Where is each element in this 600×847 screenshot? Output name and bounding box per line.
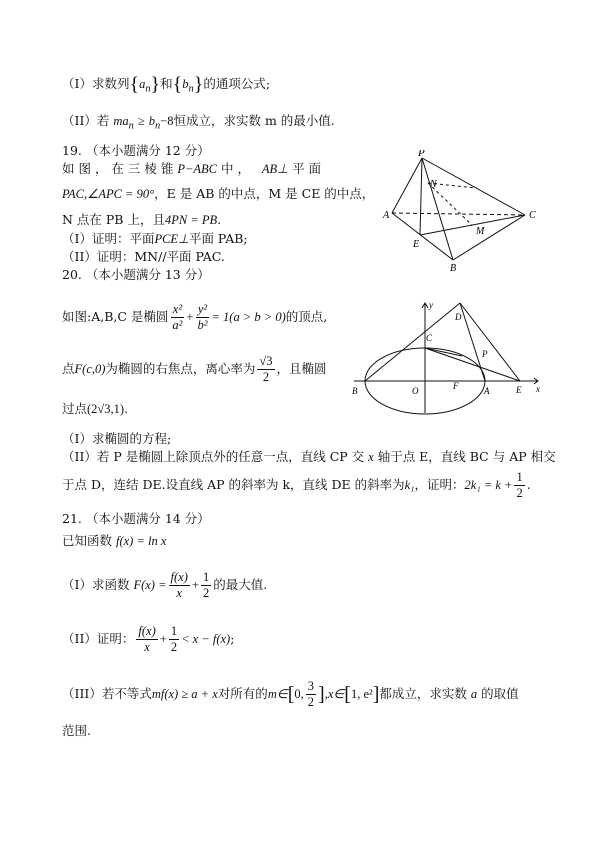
label-D: D xyxy=(455,312,462,322)
den: a² xyxy=(172,318,183,332)
text: 已知函数 xyxy=(62,533,113,548)
q21-part3-end: 范围. xyxy=(62,723,91,738)
label-N: N xyxy=(430,179,437,190)
q20-line1 xyxy=(62,300,327,334)
math: AB⊥ xyxy=(261,162,289,176)
text: 过点 xyxy=(62,401,88,416)
label-A: A xyxy=(383,210,390,221)
frac-fx-x: $\frac{f(x)}{x}$ xyxy=(138,624,156,654)
text: . xyxy=(217,212,222,227)
math: 4PN = PB xyxy=(164,213,218,227)
label-P: P xyxy=(418,150,425,159)
text: ; xyxy=(230,631,235,646)
frac-1-2: $\frac{1}{2}$ xyxy=(170,624,178,654)
math: = 1(a > b > 0) xyxy=(211,310,286,324)
den: 2 xyxy=(262,370,270,384)
math: 1, e² xyxy=(350,687,373,701)
math: P−ABC xyxy=(177,162,218,176)
text: 中 ， xyxy=(221,161,250,176)
q19-line1 xyxy=(62,160,321,178)
text: 如图:A,B,C 是椭圆 xyxy=(62,309,169,324)
label-F: F xyxy=(453,381,459,391)
text: ，E 是 AB 的中点，M 是 CE 的中点， xyxy=(154,186,375,201)
q21-part3: （III）若不等式mf(x) ≥ a + x对所有的m∈[0, $\frac{3}{2}$ ],x∈[1, e²]都成立，求实数 a 的取值 xyxy=(62,679,519,709)
text: 的通项公式; xyxy=(203,76,271,91)
text: ，且椭圆 xyxy=(276,361,327,376)
q20-part2-l2 xyxy=(62,470,531,501)
text: N 点在 PB 上，且 xyxy=(62,212,165,227)
text: 的顶点, xyxy=(285,309,328,324)
math: F(x) = xyxy=(133,578,167,592)
den: b² xyxy=(197,318,208,332)
q21-given xyxy=(62,532,166,550)
var-b: b xyxy=(182,77,189,91)
text: （II）若 xyxy=(62,113,110,128)
label-C: C xyxy=(529,210,536,221)
text: ，证明： xyxy=(414,477,465,492)
frac-sqrt3-2 xyxy=(257,354,274,385)
label-M: M xyxy=(476,226,485,237)
text: 点 xyxy=(62,361,75,376)
math: 0, xyxy=(294,687,304,701)
q19-part1 xyxy=(62,230,248,248)
num: y² xyxy=(197,302,208,316)
frac-x2-a2 xyxy=(170,302,184,333)
text: . xyxy=(124,401,129,416)
text: 轴于点 E，直线 BC 与 AP 相交 xyxy=(377,449,556,464)
math: F(c,0) xyxy=(74,362,106,376)
math: m∈ xyxy=(267,687,288,701)
text: （I）求函数 xyxy=(62,577,130,592)
frac-y2-b2 xyxy=(195,302,209,333)
den: 2 xyxy=(516,486,523,500)
label-E: E xyxy=(413,239,420,250)
q20-part2-l1 xyxy=(62,448,556,466)
num: 1 xyxy=(516,470,523,484)
label-x: x xyxy=(536,384,540,394)
frac-1-2: $\frac{1}{2}$ xyxy=(202,570,210,600)
label-P: P xyxy=(482,349,488,359)
q19-line2 xyxy=(62,185,374,203)
num: f(x) xyxy=(170,570,188,584)
math: k₁ xyxy=(404,478,415,492)
text: （III）若不等式 xyxy=(62,686,152,701)
text: 恒成立，求实数 m 的最小值. xyxy=(173,113,335,128)
var: a xyxy=(470,687,478,701)
text: 如 图 ， 在 三 棱 锥 xyxy=(62,161,174,176)
text: 为椭圆的右焦点，离心率为 xyxy=(105,361,256,376)
num: √3 xyxy=(259,354,273,368)
text: 平 面 xyxy=(292,161,322,176)
q18-part1: （I）求数列$\{a_n\}$和$\{b_n\}$的通项公式; xyxy=(62,73,271,96)
sub: n xyxy=(145,83,151,95)
q18-part2: （II）若 $ma_n \ge b_n-8$恒成立，求实数 m 的最小值. xyxy=(62,113,335,132)
math: 2k₁ = k + xyxy=(464,478,513,492)
label-B: B xyxy=(352,386,358,396)
text: 的取值 xyxy=(481,686,519,701)
var-a: a xyxy=(139,77,146,91)
ellipse-figure xyxy=(350,298,545,416)
text: . xyxy=(526,477,531,492)
math: PCE⊥ xyxy=(154,232,189,246)
math: f(x) = ln x xyxy=(116,534,167,548)
num: x² xyxy=(172,302,183,316)
text: （I）证明：平面 xyxy=(62,231,155,246)
text: 于点 D，连结 DE.设直线 AP 的斜率为 k，直线 DE 的斜率为 xyxy=(62,477,405,492)
q19-header: 19. （本小题满分 12 分） xyxy=(62,143,210,158)
text: 都成立，求实数 xyxy=(379,686,467,701)
math: (2√3,1) xyxy=(87,402,125,416)
label-C: C xyxy=(426,333,433,343)
q20-header: 20. （本小题满分 13 分） xyxy=(62,267,210,282)
den: x xyxy=(176,586,182,600)
frac-1-2 xyxy=(514,470,524,501)
pyramid-figure xyxy=(380,150,545,275)
label-O: O xyxy=(412,386,419,396)
label-y: y xyxy=(429,300,433,310)
math: ma xyxy=(113,114,129,128)
frac-3-2: $\frac{3}{2}$ xyxy=(307,679,315,709)
text: （I）求数列 xyxy=(62,76,130,91)
q20-line3 xyxy=(62,400,128,418)
q20-part1: （I）求椭圆的方程; xyxy=(62,431,172,446)
op: + xyxy=(186,310,194,324)
label-E: E xyxy=(516,385,522,395)
text: 和 xyxy=(160,76,173,91)
label-A: A xyxy=(484,386,490,396)
math: mf(x) ≥ a + x xyxy=(151,687,218,701)
text: （II）若 P 是椭圆上除顶点外的任意一点，直线 CP 交 xyxy=(62,449,365,464)
text: 平面 PAB; xyxy=(188,231,248,246)
q21-part2: （II）证明： $\frac{f(x)}{x}$ + $\frac{1}{2}$ < x − f(x); xyxy=(62,624,235,654)
text: 的最大值. xyxy=(213,577,268,592)
frac-fx-x xyxy=(169,570,190,601)
text: 对所有的 xyxy=(217,686,268,701)
math: ≥ xyxy=(137,114,145,128)
q19-part2: （II）证明：MN//平面 PAC. xyxy=(62,249,225,264)
math: < x − f(x) xyxy=(181,632,231,646)
var: x xyxy=(368,450,374,464)
q21-header: 21. （本小题满分 14 分） xyxy=(62,511,210,526)
q21-part1: （I）求函数 F(x) = $\frac{f(x)}{x}$ + $\frac{1}{2}$ 的最大值. xyxy=(62,570,268,600)
q20-line2 xyxy=(62,352,327,386)
math: PAC,∠APC = 90° xyxy=(62,187,155,201)
math: −8 xyxy=(160,114,174,128)
label-B: B xyxy=(450,263,457,274)
brace: { xyxy=(129,73,140,96)
q19-line3 xyxy=(62,211,221,229)
math: ,x∈ xyxy=(324,687,345,701)
brace: } xyxy=(150,73,161,96)
num: 3 xyxy=(307,679,315,693)
text: （II）证明： xyxy=(62,631,135,646)
